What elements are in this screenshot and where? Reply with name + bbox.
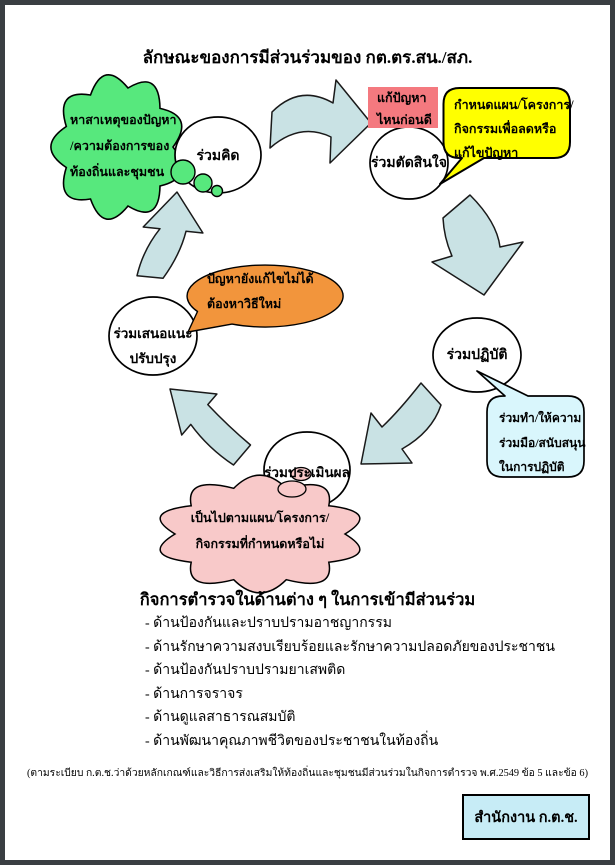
label-decide: ร่วมตัดสินใจ [371,156,447,171]
orange-bubble-line2: ต้องหาวิธีใหม่ [207,297,282,311]
thought-bubble-small [212,186,223,197]
yellow-callout-line2: กิจกรรมเพื่อลดหรือ [454,122,557,136]
arrow-evaluate-to-suggest [170,389,251,465]
blue-callout-line1: ร่วมทำ/ให้ความ [499,411,582,425]
yellow-callout-line3: แก้ไขปัญหา [454,146,519,160]
orange-bubble-text [207,267,314,317]
label-suggest-line1: ร่วมเสนอแนะ [113,326,193,341]
activities-list [145,612,585,753]
list-item: - ด้านป้องกันปราบปรามยาเสพติด [145,663,346,678]
regulation-footnote: (ตามระเบียบ ก.ต.ช.ว่าด้วยหลักเกณฑ์และวิธีการส่งเสริมให้ท้องถิ่นและชุมชนมีส่วนร่วมในกิจการตำรวจ พ.ศ.2549 ข้อ 5 และข้อ 6) [27,768,588,779]
pink-cloud-line2: กิจกรรมที่กำหนดหรือไม่ [195,537,325,551]
green-cloud-line2: /ความต้องการของ [70,139,170,153]
green-cloud-line1: หาสาเหตุของปัญหา [70,113,177,127]
list-item: - ด้านดูแลสาธารณสมบัติ [145,710,296,725]
blue-callout-text [499,406,585,480]
arrow-think-to-decide [270,80,371,163]
orange-bubble-line1: ปัญหายังแก้ไขไม่ได้ [207,272,314,286]
list-item: - ด้านการจราจร [145,686,243,702]
list-item: - ด้านป้องกันและปราบปรามอาชญากรรม [145,616,392,631]
list-item: - ด้านรักษาความสงบเรียบร้อยและรักษาความปลอดภัยของประชาชน [145,639,555,655]
yellow-callout-text [454,93,574,165]
label-suggest [103,322,203,371]
footer-office-label: สำนักงาน ก.ต.ช. [474,809,578,826]
red-note-text [377,88,432,131]
arrow-decide-to-act [432,195,523,295]
thought-bubble-medium [194,174,212,192]
arrow-act-to-evaluate [361,383,441,464]
label-suggest-line2: ปรับปรุง [129,350,177,366]
red-note-line2: ไหนก่อนดี [377,112,432,127]
list-item: - ด้านพัฒนาคุณภาพชีวิตของประชาชนในท้องถิ่น [145,733,439,749]
yellow-callout-line1: กำหนดแผน/โครงการ/ [454,98,574,112]
page-title: ลักษณะของการมีส่วนร่วมของ กต.ตร.สน./สภ. [142,48,473,67]
label-evaluate: ร่วมประเมินผล [264,465,350,480]
pink-puff-large [278,481,306,497]
pink-cloud-text [178,505,342,557]
green-cloud-line3: ท้องถิ่นและชุมชน [70,165,165,179]
activities-heading: กิจการตำรวจในด้านต่าง ๆ ในการเข้ามีส่วนร่วม [139,590,476,609]
blue-callout-line2: ร่วมมือ/สนับสนุน [499,435,586,450]
red-note-line1: แก้ปัญหา [377,91,427,105]
pink-cloud-line1: เป็นไปตามแผน/โครงการ/ [190,511,330,525]
label-think: ร่วมคิด [196,149,240,164]
label-act: ร่วมปฏิบัติ [446,348,508,363]
blue-callout-line3: ในการปฏิบัติ [499,460,565,474]
